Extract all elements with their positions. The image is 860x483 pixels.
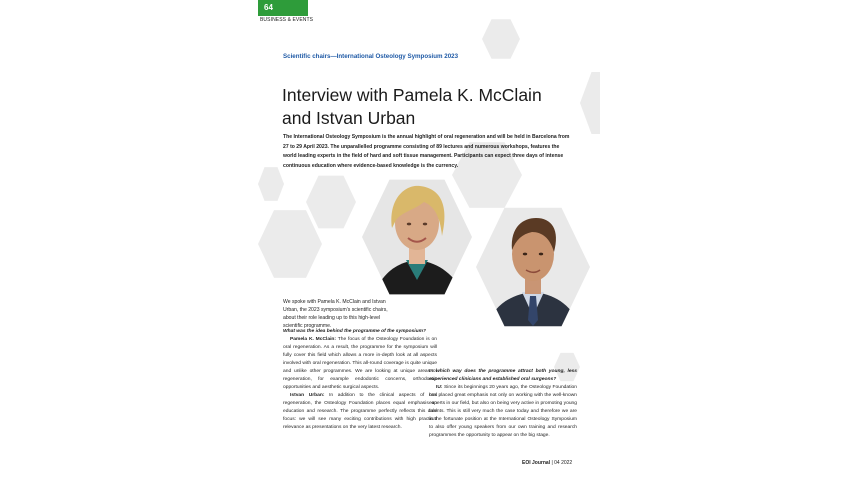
decor-hexagon bbox=[580, 70, 600, 136]
text-column-left bbox=[283, 328, 437, 432]
question-2: In which way does the programme attract both young, less experienced clinicians and established oral surgeons? bbox=[429, 369, 577, 382]
page-number: 64 bbox=[264, 3, 273, 12]
question-1: What was the idea behind the programme of the symposium? bbox=[283, 329, 426, 334]
speaker-name: IU: bbox=[436, 385, 443, 390]
portrait-istvan-urban bbox=[476, 204, 590, 330]
portrait-pamela-image bbox=[362, 176, 472, 298]
article-intro: We spoke with Pamela K. McClain and Istvan Urban, the 2023 symposium’s scientific chairs, about their role leading up to this high-level scientific programme. bbox=[283, 299, 388, 330]
footer-issue: | 04 2022 bbox=[550, 460, 573, 466]
answer-paragraph bbox=[429, 384, 577, 440]
answer-text: In addition to the clinical aspects of oral regeneration, the Osteology Foundation places equal emphasis on education and research. The programme perfectly reflects this dual focus: we will see many exciting contributions with high practical relevance as presentations on the very latest research. bbox=[283, 393, 437, 430]
decor-hexagon bbox=[258, 208, 322, 280]
decor-hexagon bbox=[482, 18, 520, 60]
footer-journal: EOI Journal bbox=[522, 460, 551, 466]
answer-text: Since its beginnings 20 years ago, the Osteology Foundation has placed great emphasis not only on working with the well-known experts in our field, but also on being very active in promoting young talents. This is still very much the case today and therefore we are in the fortunate position at the International Osteology Symposium to also offer young speakers from our own training and research programmes the opportunity to appear on the big stage. bbox=[429, 385, 577, 438]
answer-paragraph bbox=[283, 336, 437, 392]
article-title: Interview with Pamela K. McClain and Istvan Urban bbox=[282, 84, 542, 128]
answer-paragraph bbox=[283, 392, 437, 432]
section-label: BUSINESS & EVENTS bbox=[260, 17, 314, 23]
page-number-tab bbox=[258, 0, 308, 16]
article-lead: The International Osteology Symposium is the annual highlight of oral regeneration and will be held in Barcelona from 27 to 29 April 2023. The unparallelled programme consisting of 89 lectures and numerous workshops, features the world leading experts in the field of hard and soft tissue management. Participants can expect three days of intense continuous education where evidence-based knowledge is the currency. bbox=[283, 134, 570, 169]
speaker-name: Istvan Urban: bbox=[290, 393, 325, 398]
portrait-istvan-image bbox=[476, 204, 590, 330]
article-kicker: Scientific chairs—International Osteology Symposium 2023 bbox=[283, 53, 459, 60]
speaker-name: Pamela K. McClain: bbox=[290, 337, 337, 342]
magazine-page bbox=[258, 0, 600, 483]
portrait-pamela-mcclain bbox=[362, 176, 472, 298]
decor-hexagon bbox=[258, 166, 284, 202]
text-column-right bbox=[429, 368, 577, 440]
page-footer bbox=[522, 460, 572, 466]
answer-text: The focus of the Osteology Foundation is on oral regeneration. As a result, the programme for the symposium will fully cover this field which allows a more in-depth look at all aspects involved with oral regeneration. This all-round coverage is quite unique and unlike other programmes. We are looking at unique areas of regeneration, for example endodontic concerns, orthodontic opportunities and aesthetic surgical aspects. bbox=[283, 337, 437, 390]
decor-hexagon bbox=[306, 174, 356, 230]
